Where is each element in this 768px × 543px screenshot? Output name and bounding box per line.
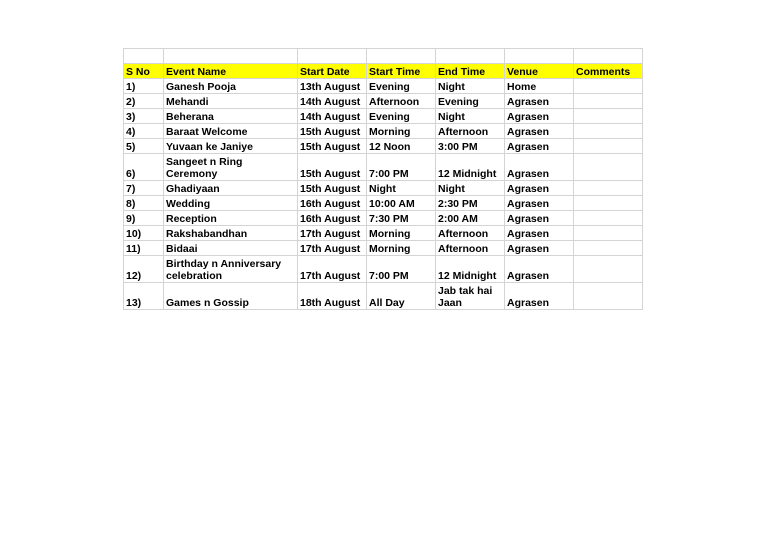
table-row: [124, 211, 643, 226]
header-event-name[interactable]: Event Name: [164, 64, 298, 79]
header-sno[interactable]: S No: [124, 64, 164, 79]
cell-event-name[interactable]: Rakshabandhan: [164, 226, 298, 241]
cell-start-date[interactable]: 14th August: [298, 109, 367, 124]
cell-start-time[interactable]: 10:00 AM: [367, 196, 436, 211]
header-start-time[interactable]: Start Time: [367, 64, 436, 79]
cell-event-name[interactable]: Wedding: [164, 196, 298, 211]
cell-comments[interactable]: [574, 211, 643, 226]
table-row: [124, 283, 643, 310]
cell-sno[interactable]: 3): [124, 109, 164, 124]
cell-venue[interactable]: Agrasen: [505, 211, 574, 226]
cell-sno[interactable]: 13): [124, 283, 164, 310]
table-row: [124, 196, 643, 211]
cell-sno[interactable]: 4): [124, 124, 164, 139]
cell-start-date[interactable]: 15th August: [298, 154, 367, 181]
table-row: [124, 124, 643, 139]
event-schedule-table: [123, 48, 643, 310]
table-row: [124, 154, 643, 181]
cell-venue[interactable]: Agrasen: [505, 256, 574, 283]
cell-comments[interactable]: [574, 109, 643, 124]
table-row: [124, 139, 643, 154]
cell-start-date[interactable]: 15th August: [298, 124, 367, 139]
cell-start-time[interactable]: Night: [367, 181, 436, 196]
cell-end-time[interactable]: Night: [436, 109, 505, 124]
cell-sno[interactable]: 9): [124, 211, 164, 226]
cell-start-date[interactable]: 14th August: [298, 94, 367, 109]
cell-event-name[interactable]: Ganesh Pooja: [164, 79, 298, 94]
table-row: [124, 256, 643, 283]
cell[interactable]: [164, 49, 298, 64]
blank-row: [124, 49, 643, 64]
cell-start-date[interactable]: 18th August: [298, 283, 367, 310]
cell-sno[interactable]: 7): [124, 181, 164, 196]
cell-start-date[interactable]: 17th August: [298, 241, 367, 256]
cell-end-time[interactable]: Jab tak hai Jaan: [436, 283, 505, 310]
cell-venue[interactable]: Agrasen: [505, 196, 574, 211]
cell-event-name[interactable]: Mehandi: [164, 94, 298, 109]
cell-comments[interactable]: [574, 226, 643, 241]
cell-comments[interactable]: [574, 79, 643, 94]
cell-sno[interactable]: 11): [124, 241, 164, 256]
cell-event-name[interactable]: Baraat Welcome: [164, 124, 298, 139]
cell-start-date[interactable]: 15th August: [298, 139, 367, 154]
cell-venue[interactable]: Agrasen: [505, 241, 574, 256]
cell-comments[interactable]: [574, 94, 643, 109]
cell-start-time[interactable]: 7:30 PM: [367, 211, 436, 226]
cell-event-name[interactable]: Birthday n Anniversary celebration: [164, 256, 298, 283]
cell-start-time[interactable]: Morning: [367, 124, 436, 139]
cell-venue[interactable]: Agrasen: [505, 124, 574, 139]
cell-comments[interactable]: [574, 139, 643, 154]
cell-end-time[interactable]: 3:00 PM: [436, 139, 505, 154]
header-row: [124, 64, 643, 79]
table-row: [124, 226, 643, 241]
cell-event-name[interactable]: Games n Gossip: [164, 283, 298, 310]
cell[interactable]: [124, 49, 164, 64]
cell-venue[interactable]: Home: [505, 79, 574, 94]
cell-start-time[interactable]: Morning: [367, 226, 436, 241]
cell-comments[interactable]: [574, 124, 643, 139]
cell-start-time[interactable]: 12 Noon: [367, 139, 436, 154]
cell-end-time[interactable]: 12 Midnight: [436, 154, 505, 181]
cell-end-time[interactable]: Night: [436, 79, 505, 94]
header-comments[interactable]: Comments: [574, 64, 643, 79]
cell-start-date[interactable]: 15th August: [298, 181, 367, 196]
cell-start-date[interactable]: 17th August: [298, 256, 367, 283]
cell-venue[interactable]: Agrasen: [505, 181, 574, 196]
cell-start-date[interactable]: 16th August: [298, 196, 367, 211]
header-venue[interactable]: Venue: [505, 64, 574, 79]
table-row: [124, 109, 643, 124]
cell-start-time[interactable]: Morning: [367, 241, 436, 256]
table-row: [124, 79, 643, 94]
table-row: [124, 181, 643, 196]
cell-event-name[interactable]: Sangeet n Ring Ceremony: [164, 154, 298, 181]
cell-venue[interactable]: Agrasen: [505, 154, 574, 181]
cell-event-name[interactable]: Reception: [164, 211, 298, 226]
cell-sno[interactable]: 1): [124, 79, 164, 94]
cell-end-time[interactable]: 12 Midnight: [436, 256, 505, 283]
cell-sno[interactable]: 2): [124, 94, 164, 109]
cell-event-name[interactable]: Bidaai: [164, 241, 298, 256]
cell[interactable]: [367, 49, 436, 64]
cell-end-time[interactable]: Night: [436, 181, 505, 196]
cell-comments[interactable]: [574, 181, 643, 196]
cell-venue[interactable]: Agrasen: [505, 226, 574, 241]
cell-end-time[interactable]: 2:30 PM: [436, 196, 505, 211]
cell-end-time[interactable]: Evening: [436, 94, 505, 109]
cell-start-time[interactable]: Evening: [367, 79, 436, 94]
cell-end-time[interactable]: Afternoon: [436, 241, 505, 256]
cell-event-name[interactable]: Ghadiyaan: [164, 181, 298, 196]
cell-sno[interactable]: 5): [124, 139, 164, 154]
header-start-date[interactable]: Start Date: [298, 64, 367, 79]
cell-end-time[interactable]: Afternoon: [436, 124, 505, 139]
cell-comments[interactable]: [574, 154, 643, 181]
cell-event-name[interactable]: Yuvaan ke Janiye: [164, 139, 298, 154]
cell-venue[interactable]: Agrasen: [505, 94, 574, 109]
cell-start-date[interactable]: 13th August: [298, 79, 367, 94]
cell-start-date[interactable]: 17th August: [298, 226, 367, 241]
cell-start-time[interactable]: All Day: [367, 283, 436, 310]
cell-sno[interactable]: 10): [124, 226, 164, 241]
cell-start-date[interactable]: 16th August: [298, 211, 367, 226]
cell-comments[interactable]: [574, 241, 643, 256]
cell-venue[interactable]: Agrasen: [505, 139, 574, 154]
cell-venue[interactable]: Agrasen: [505, 109, 574, 124]
cell-comments[interactable]: [574, 283, 643, 310]
cell-comments[interactable]: [574, 196, 643, 211]
cell-sno[interactable]: 12): [124, 256, 164, 283]
table-row: [124, 94, 643, 109]
cell-sno[interactable]: 8): [124, 196, 164, 211]
cell-event-name[interactable]: Beherana: [164, 109, 298, 124]
cell-sno[interactable]: 6): [124, 154, 164, 181]
cell-start-time[interactable]: 7:00 PM: [367, 154, 436, 181]
cell-start-time[interactable]: 7:00 PM: [367, 256, 436, 283]
cell[interactable]: [505, 49, 574, 64]
cell[interactable]: [298, 49, 367, 64]
cell[interactable]: [574, 49, 643, 64]
cell-comments[interactable]: [574, 256, 643, 283]
cell-start-time[interactable]: Evening: [367, 109, 436, 124]
cell-end-time[interactable]: Afternoon: [436, 226, 505, 241]
cell[interactable]: [436, 49, 505, 64]
header-end-time[interactable]: End Time: [436, 64, 505, 79]
cell-venue[interactable]: Agrasen: [505, 283, 574, 310]
table-row: [124, 241, 643, 256]
cell-start-time[interactable]: Afternoon: [367, 94, 436, 109]
cell-end-time[interactable]: 2:00 AM: [436, 211, 505, 226]
